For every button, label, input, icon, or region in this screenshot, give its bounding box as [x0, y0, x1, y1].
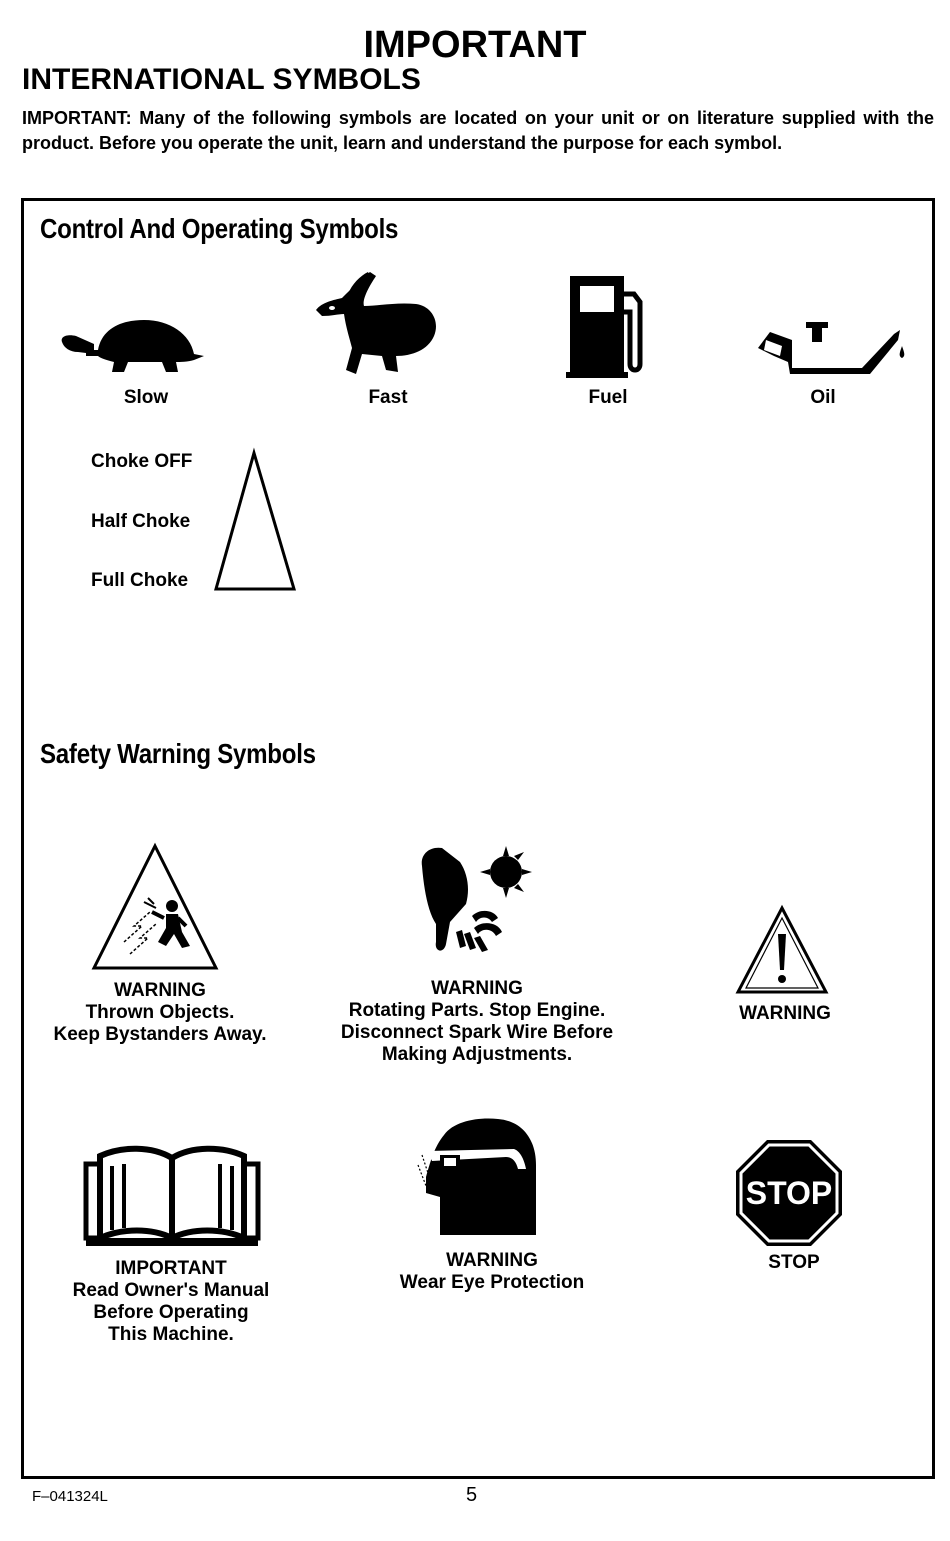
- label-line: Before Operating: [93, 1302, 249, 1323]
- control-symbols-heading: Control And Operating Symbols: [40, 213, 399, 244]
- choke-off-label: Choke OFF: [91, 451, 193, 472]
- label-line: WARNING: [446, 1250, 538, 1271]
- half-choke-label: Half Choke: [91, 511, 191, 532]
- safety-symbols-heading: Safety Warning Symbols: [40, 738, 316, 769]
- full-choke-label: Full Choke: [91, 570, 189, 591]
- label-line: Rotating Parts. Stop Engine.: [348, 1000, 606, 1021]
- label-line: Thrown Objects.: [85, 1002, 235, 1023]
- eye-protection-label: [352, 1250, 632, 1294]
- slow-label: Slow: [123, 387, 169, 408]
- page-number: 5: [466, 1484, 478, 1506]
- rotating-parts-label: [312, 978, 642, 1066]
- oil-can-icon: [752, 318, 908, 380]
- manual-label: [40, 1258, 302, 1346]
- label-line: Read Owner's Manual: [72, 1280, 270, 1301]
- stop-sign-icon: [734, 1138, 844, 1248]
- choke-triangle-icon: [212, 450, 298, 592]
- rotating-parts-hand-icon: [414, 838, 538, 972]
- rabbit-icon: [312, 270, 442, 378]
- label-line: WARNING: [431, 978, 523, 999]
- label-line: This Machine.: [108, 1324, 234, 1345]
- section-subtitle: INTERNATIONAL SYMBOLS: [22, 63, 421, 96]
- label-line: Keep Bystanders Away.: [53, 1024, 267, 1045]
- exclamation-triangle-icon: [734, 904, 830, 996]
- form-code: F–041324L: [32, 1488, 108, 1505]
- page-title: IMPORTANT: [363, 24, 587, 66]
- turtle-icon: [58, 312, 208, 374]
- stop-sign-text: STOP: [745, 1175, 833, 1211]
- face-shield-icon: [414, 1115, 540, 1241]
- label-line: WARNING: [114, 980, 206, 1001]
- fast-label: Fast: [368, 387, 408, 408]
- fuel-label: Fuel: [588, 387, 628, 408]
- label-line: Disconnect Spark Wire Before: [340, 1022, 614, 1043]
- oil-label: Oil: [810, 387, 836, 408]
- label-line: IMPORTANT: [115, 1258, 227, 1279]
- thrown-objects-warning-icon: [90, 842, 220, 972]
- intro-paragraph: IMPORTANT: Many of the following symbols are located on your unit or on literature supplied with the product. Before you operate the unit, learn and understand the purpose for each symbol.: [22, 108, 934, 153]
- open-manual-icon: [82, 1142, 262, 1250]
- label-line: Wear Eye Protection: [399, 1272, 585, 1293]
- fuel-pump-icon: [566, 272, 650, 380]
- label-line: Making Adjustments.: [381, 1044, 573, 1065]
- warning-label: WARNING: [739, 1003, 831, 1024]
- thrown-objects-label: [20, 980, 300, 1046]
- stop-label: STOP: [768, 1252, 820, 1273]
